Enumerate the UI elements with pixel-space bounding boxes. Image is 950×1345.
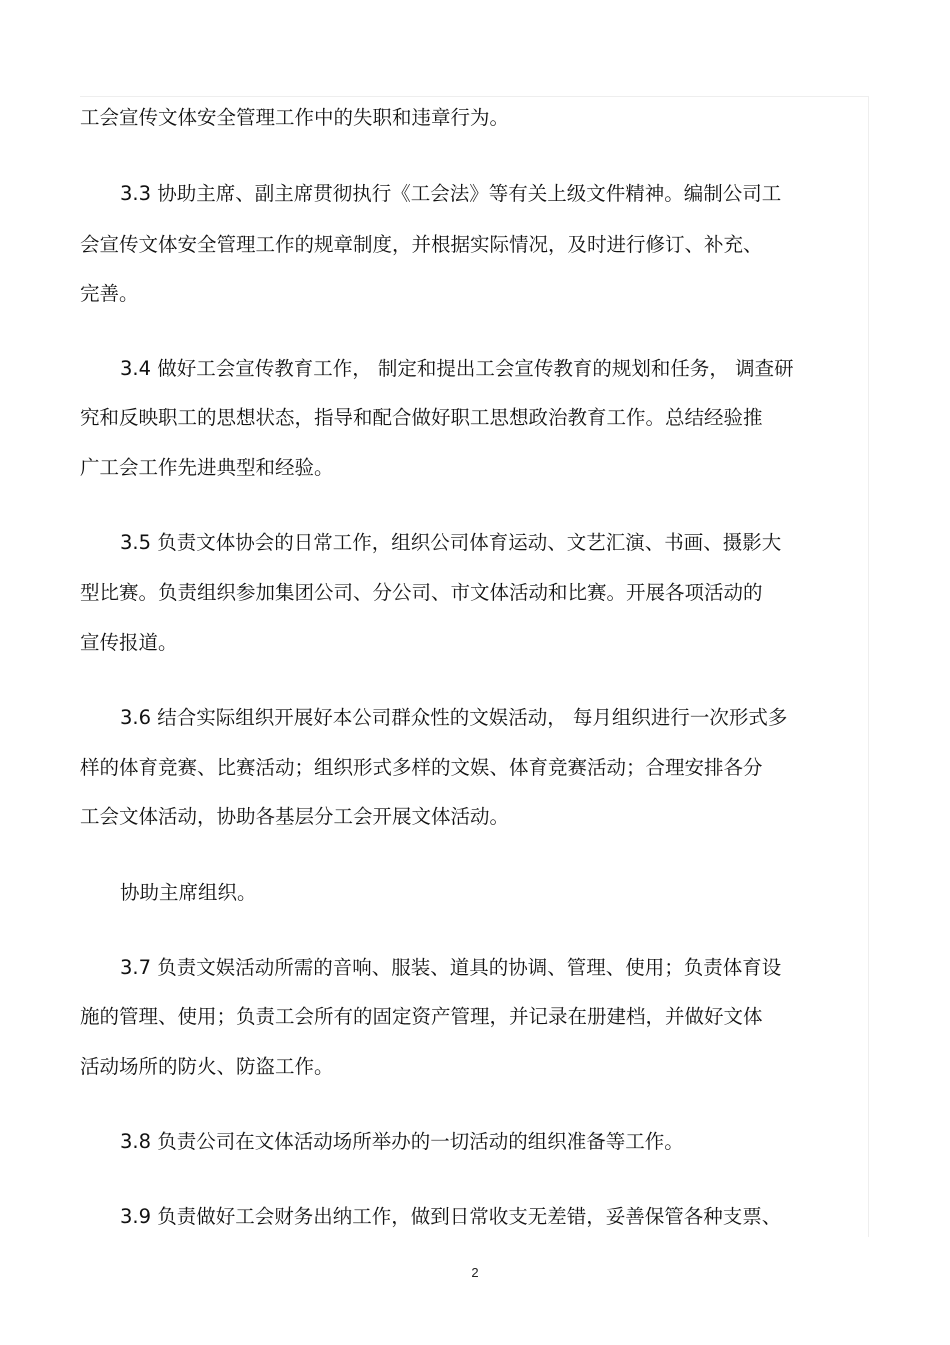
text-line: 广工会工作先进典型和经验。 — [80, 456, 334, 479]
text-line: 协助主席组织。 — [120, 881, 257, 904]
text-line: 3.9 负责做好工会财务出纳工作，做到日常收支无差错，妥善保管各种支票、 — [120, 1205, 782, 1228]
text-line: 3.4 做好工会宣传教育工作， 制定和提出工会宣传教育的规划和任务， 调查研 — [120, 357, 794, 380]
text-line: 究和反映职工的思想状态，指导和配合做好职工思想政治教育工作。总结经验推 — [80, 406, 763, 429]
text-line: 会宣传文体安全管理工作的规章制度，并根据实际情况，及时进行修订、补充、 — [80, 233, 763, 256]
text-line: 工会宣传文体安全管理工作中的失职和违章行为。 — [80, 106, 510, 129]
text-line: 型比赛。负责组织参加集团公司、分公司、市文体活动和比赛。开展各项活动的 — [80, 581, 763, 604]
text-line: 完善。 — [80, 282, 139, 305]
text-line: 3.7 负责文娱活动所需的音响、服装、道具的协调、管理、使用；负责体育设 — [120, 956, 782, 979]
text-line: 3.3 协助主席、副主席贯彻执行《工会法》等有关上级文件精神。编制公司工 — [120, 182, 782, 205]
text-line: 活动场所的防火、防盗工作。 — [80, 1055, 334, 1078]
text-line: 3.5 负责文体协会的日常工作，组织公司体育运动、文艺汇演、书画、摄影大 — [120, 531, 782, 554]
text-line: 样的体育竞赛、比赛活动；组织形式多样的文娱、体育竞赛活动；合理安排各分 — [80, 756, 763, 779]
text-line: 3.8 负责公司在文体活动场所举办的一切活动的组织准备等工作。 — [120, 1130, 684, 1153]
text-line: 宣传报道。 — [80, 631, 178, 654]
page-number: 2 — [471, 1265, 479, 1280]
text-line: 施的管理、使用；负责工会所有的固定资产管理，并记录在册建档，并做好文体 — [80, 1005, 763, 1028]
text-line: 工会文体活动，协助各基层分工会开展文体活动。 — [80, 805, 510, 828]
text-line: 3.6 结合实际组织开展好本公司群众性的文娱活动， 每月组织进行一次形式多 — [120, 706, 788, 729]
